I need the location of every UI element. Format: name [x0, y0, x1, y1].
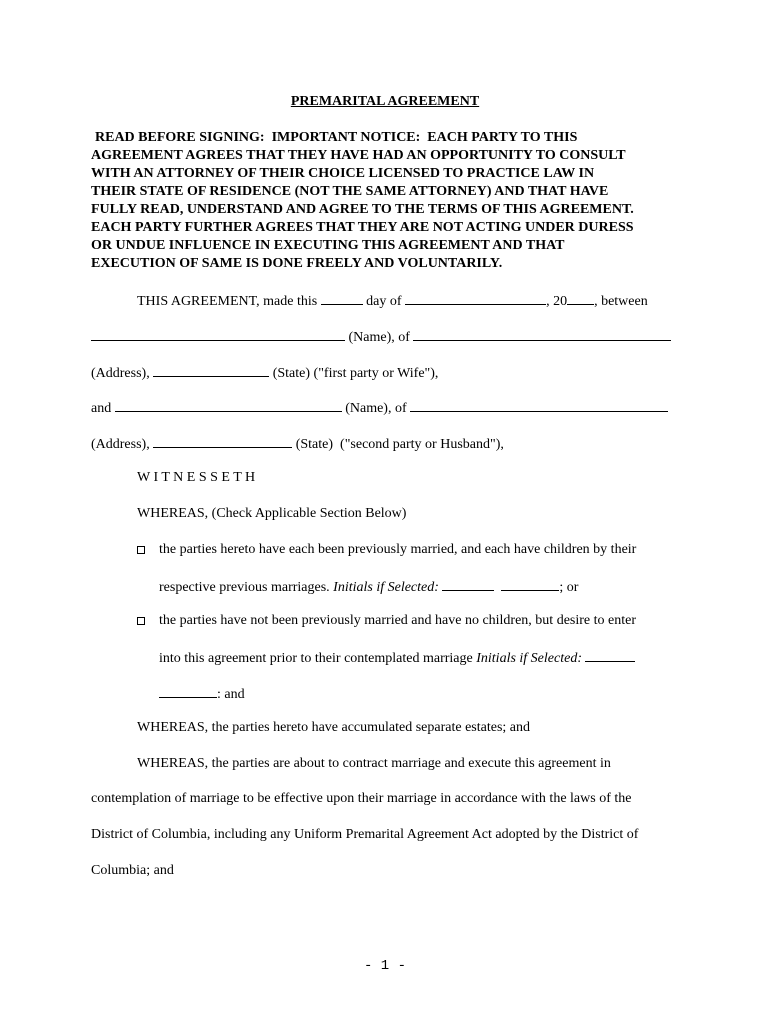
option2-checkbox[interactable]: [137, 617, 145, 625]
state-label: (State) ("first party or Wife"),: [269, 366, 439, 381]
option1-checkbox[interactable]: [137, 546, 145, 554]
address-label: (Address),: [91, 366, 154, 381]
document-title: PREMARITAL AGREEMENT: [290, 94, 480, 109]
notice-line: OR UNDUE INFLUENCE IN EXECUTING THIS AGREEMENT AND THAT: [91, 238, 565, 253]
initials-label: Initials if Selected:: [476, 651, 582, 666]
party1-address-line: [91, 363, 438, 383]
address-label: (Address),: [91, 437, 154, 452]
whereas-check-section: WHEREAS, (Check Applicable Section Below): [137, 506, 407, 521]
option1-initials-blank-1[interactable]: [442, 577, 494, 591]
whereas-marriage-line: Columbia; and: [91, 863, 174, 878]
name-label: (Name), of: [345, 330, 414, 345]
notice-line: EACH PARTY FURTHER AGREES THAT THEY ARE NOT ACTING UNDER DURESS: [91, 220, 634, 235]
party1-of-blank[interactable]: [413, 327, 671, 341]
notice-line: READ BEFORE SIGNING: IMPORTANT NOTICE: EACH PARTY TO THIS: [95, 130, 578, 145]
and-label: and: [91, 401, 115, 416]
party2-state-blank[interactable]: [153, 434, 292, 448]
notice-line: AGREEMENT AGREES THAT THEY HAVE HAD AN OPPORTUNITY TO CONSULT: [91, 148, 626, 163]
option2-initials-blank-1[interactable]: [585, 648, 635, 662]
option2-line3: [159, 684, 245, 704]
whereas-marriage-line: WHEREAS, the parties are about to contract marriage and execute this agreement in: [137, 756, 611, 771]
party1-name-line: [91, 327, 671, 347]
notice-line: THEIR STATE OF RESIDENCE (NOT THE SAME ATTORNEY) AND THAT HAVE: [91, 184, 609, 199]
notice-line: EXECUTION OF SAME IS DONE FREELY AND VOLUNTARILY.: [91, 256, 503, 271]
party1-state-blank[interactable]: [153, 363, 269, 377]
state-label: (State) ("second party or Husband"),: [292, 437, 504, 452]
name-label: (Name), of: [341, 401, 411, 416]
option1-text: respective previous marriages.: [159, 580, 334, 595]
agreement-text: THIS AGREEMENT, made this: [137, 294, 321, 309]
agreement-text: , 20: [546, 294, 568, 309]
initials-label: Initials if Selected:: [333, 580, 439, 595]
option2-end: : and: [217, 687, 245, 702]
day-blank[interactable]: [321, 291, 363, 305]
option2-line2: [159, 648, 635, 668]
agreement-text: , between: [594, 294, 648, 309]
whereas-estates: WHEREAS, the parties hereto have accumulated separate estates; and: [137, 720, 531, 735]
month-blank[interactable]: [405, 291, 546, 305]
whereas-marriage-line: District of Columbia, including any Uniform Premarital Agreement Act adopted by the District of: [91, 827, 639, 842]
whereas-marriage-line: contemplation of marriage to be effective upon their marriage in accordance with the laws of the: [91, 791, 632, 806]
option2-initials-blank-2[interactable]: [159, 684, 217, 698]
option1-line2: [159, 577, 578, 597]
witnesseth-heading: W I T N E S S E T H: [137, 470, 256, 485]
party2-name-line: [91, 398, 668, 418]
option1-initials-blank-2[interactable]: [501, 577, 559, 591]
option2-text: into this agreement prior to their contemplated marriage: [159, 651, 477, 666]
year-blank[interactable]: [567, 291, 594, 305]
notice-line: FULLY READ, UNDERSTAND AND AGREE TO THE TERMS OF THIS AGREEMENT.: [91, 202, 634, 217]
agreement-date-line: [137, 291, 648, 311]
option2-line1: the parties have not been previously married and have no children, but desire to enter: [159, 613, 636, 628]
option1-line1: the parties hereto have each been previously married, and each have children by their: [159, 542, 637, 557]
party2-address-line: [91, 434, 504, 454]
agreement-text: day of: [362, 294, 406, 309]
party1-name-blank[interactable]: [91, 327, 345, 341]
page-number: - 1 -: [363, 958, 406, 974]
party2-name-blank[interactable]: [115, 398, 342, 412]
option1-end: ; or: [559, 580, 579, 595]
notice-line: WITH AN ATTORNEY OF THEIR CHOICE LICENSED TO PRACTICE LAW IN: [91, 166, 595, 181]
party2-of-blank[interactable]: [410, 398, 668, 412]
